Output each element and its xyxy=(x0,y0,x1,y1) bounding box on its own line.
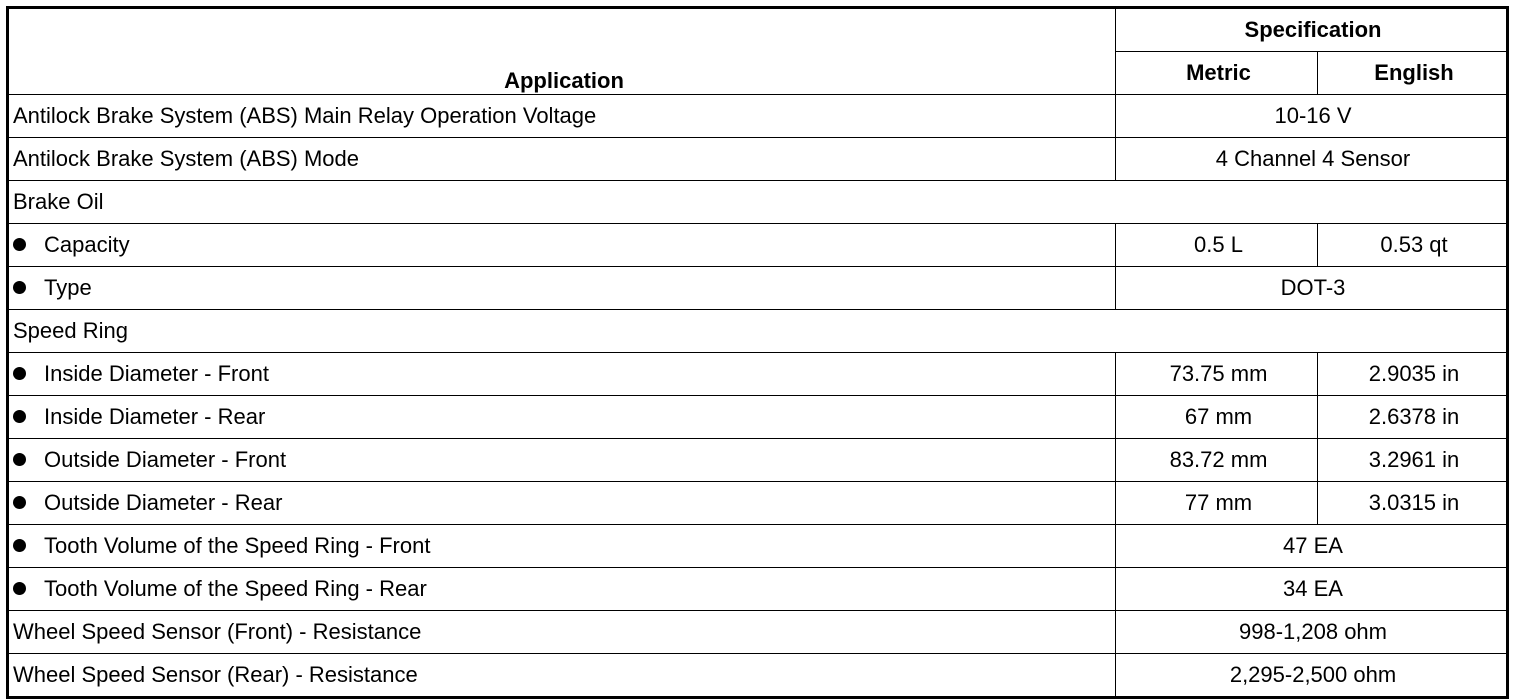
row-label: Outside Diameter - Front xyxy=(44,447,287,472)
row-label: Tooth Volume of the Speed Ring - Rear xyxy=(44,576,427,601)
english-value: 2.6378 in xyxy=(1318,396,1508,439)
row-label: Antilock Brake System (ABS) Main Relay Operation Voltage xyxy=(8,95,1116,138)
row-value: 998-1,208 ohm xyxy=(1116,611,1508,654)
row-label-cell xyxy=(8,439,1116,482)
row-label-cell xyxy=(8,267,1116,310)
row-label: Type xyxy=(44,275,92,300)
group-row xyxy=(8,181,1508,224)
row-label: Wheel Speed Sensor (Front) - Resistance xyxy=(8,611,1116,654)
row-label: Inside Diameter - Rear xyxy=(44,404,266,429)
table-row xyxy=(8,439,1508,482)
row-label-cell xyxy=(8,396,1116,439)
english-value: 3.2961 in xyxy=(1318,439,1508,482)
row-label: Capacity xyxy=(44,232,130,257)
application-header: Application xyxy=(8,8,1116,95)
metric-value: 67 mm xyxy=(1116,396,1318,439)
bullet-icon xyxy=(13,238,26,251)
specification-header: Specification xyxy=(1116,8,1508,52)
row-label: Inside Diameter - Front xyxy=(44,361,269,386)
table-row xyxy=(8,654,1508,698)
table-row xyxy=(8,353,1508,396)
row-value: 10-16 V xyxy=(1116,95,1508,138)
bullet-icon xyxy=(13,410,26,423)
bullet-icon xyxy=(13,582,26,595)
row-value: DOT-3 xyxy=(1116,267,1508,310)
row-label-cell xyxy=(8,525,1116,568)
row-label: Tooth Volume of the Speed Ring - Front xyxy=(44,533,431,558)
table-row xyxy=(8,224,1508,267)
english-value: 0.53 qt xyxy=(1318,224,1508,267)
row-value: 2,295-2,500 ohm xyxy=(1116,654,1508,698)
group-label: Speed Ring xyxy=(8,310,1508,353)
metric-header: Metric xyxy=(1116,52,1318,95)
table-row xyxy=(8,267,1508,310)
english-header: English xyxy=(1318,52,1508,95)
specification-table xyxy=(6,6,1509,699)
bullet-icon xyxy=(13,453,26,466)
row-label-cell xyxy=(8,353,1116,396)
table-row xyxy=(8,138,1508,181)
bullet-icon xyxy=(13,539,26,552)
table-row xyxy=(8,611,1508,654)
metric-value: 83.72 mm xyxy=(1116,439,1318,482)
bullet-icon xyxy=(13,367,26,380)
row-label-cell xyxy=(8,224,1116,267)
group-label: Brake Oil xyxy=(8,181,1508,224)
metric-value: 0.5 L xyxy=(1116,224,1318,267)
row-label: Wheel Speed Sensor (Rear) - Resistance xyxy=(8,654,1116,698)
row-label-cell xyxy=(8,568,1116,611)
bullet-icon xyxy=(13,496,26,509)
row-label: Antilock Brake System (ABS) Mode xyxy=(8,138,1116,181)
row-value: 34 EA xyxy=(1116,568,1508,611)
english-value: 2.9035 in xyxy=(1318,353,1508,396)
table-row xyxy=(8,482,1508,525)
table-row xyxy=(8,525,1508,568)
header-row-top xyxy=(8,8,1508,52)
row-value: 4 Channel 4 Sensor xyxy=(1116,138,1508,181)
group-row xyxy=(8,310,1508,353)
english-value: 3.0315 in xyxy=(1318,482,1508,525)
metric-value: 73.75 mm xyxy=(1116,353,1318,396)
table-row xyxy=(8,568,1508,611)
row-label: Outside Diameter - Rear xyxy=(44,490,283,515)
table-row xyxy=(8,95,1508,138)
metric-value: 77 mm xyxy=(1116,482,1318,525)
table-row xyxy=(8,396,1508,439)
bullet-icon xyxy=(13,281,26,294)
row-value: 47 EA xyxy=(1116,525,1508,568)
row-label-cell xyxy=(8,482,1116,525)
